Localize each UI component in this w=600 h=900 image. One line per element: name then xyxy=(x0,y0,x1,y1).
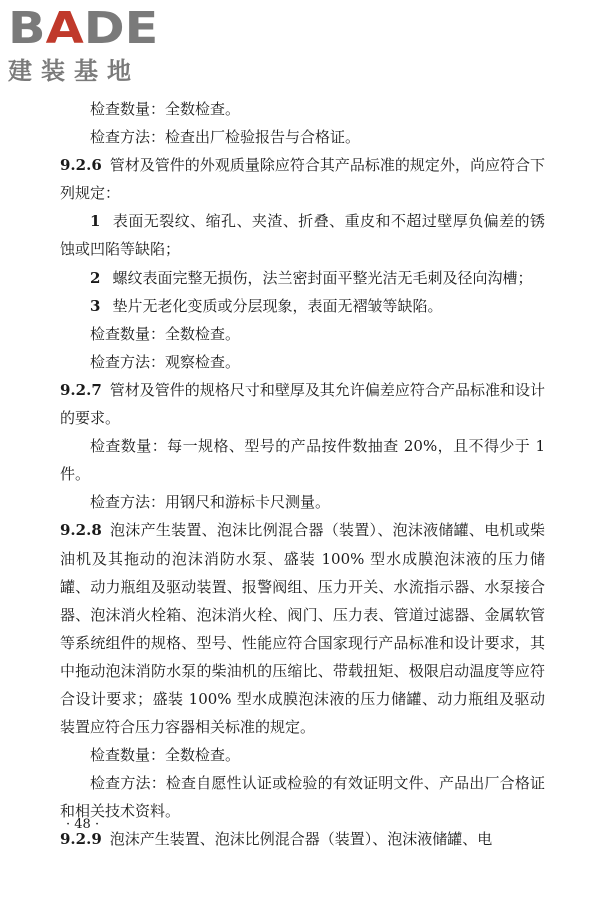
body-paragraph xyxy=(60,320,545,348)
body-paragraph xyxy=(60,348,545,376)
logo xyxy=(8,4,178,88)
paragraph-text: 螺纹表面完整无损伤，法兰密封面平整光洁无毛刺及径向沟槽； xyxy=(112,268,533,287)
paragraph-text: 检查数量：每一规格、型号的产品按件数抽查 20%，且不得少于 1 件。 xyxy=(60,437,545,484)
logo-mark xyxy=(8,4,198,54)
clause-paragraph xyxy=(60,376,545,432)
page-number: · 48 · xyxy=(66,817,100,832)
list-item-number: 2 xyxy=(90,268,101,287)
document-body xyxy=(60,95,545,854)
body-paragraph xyxy=(60,123,545,151)
logo-mark-de: DE xyxy=(83,3,159,54)
body-paragraph xyxy=(60,488,545,516)
paragraph-text: 检查数量：全数检查。 xyxy=(90,324,241,343)
paragraph-text: 垫片无老化变质或分层现象，表面无褶皱等缺陷。 xyxy=(112,296,443,315)
paragraph-text: 泡沫产生装置、泡沫比例混合器（装置）、泡沫液储罐、电 xyxy=(109,830,493,849)
list-item xyxy=(60,207,545,263)
list-item xyxy=(60,292,545,320)
list-item-number: 1 xyxy=(90,212,101,231)
paragraph-text: 检查方法：观察检查。 xyxy=(90,352,241,371)
list-item xyxy=(60,264,545,292)
paragraph-text: 管材及管件的规格尺寸和壁厚及其允许偏差应符合产品标准和设计的要求。 xyxy=(60,380,545,428)
body-paragraph xyxy=(60,741,545,769)
logo-subtitle: 建装基地 xyxy=(8,57,140,85)
logo-mark-a: A xyxy=(45,3,84,54)
list-item-number: 3 xyxy=(90,296,101,315)
paragraph-text: 管材及管件的外观质量除应符合其产品标准的规定外，尚应符合下列规定： xyxy=(60,156,545,203)
paragraph-text: 检查方法：用钢尺和游标卡尺测量。 xyxy=(90,493,331,512)
clause-paragraph xyxy=(60,151,545,207)
paragraph-text: 表面无裂纹、缩孔、夹渣、折叠、重皮和不超过壁厚负偏差的锈蚀或凹陷等缺陷； xyxy=(60,212,545,259)
body-paragraph xyxy=(60,95,545,123)
paragraph-text: 检查方法：检查自愿性认证或检验的有效证明文件、产品出厂合格证和相关技术资料。 xyxy=(60,774,545,821)
paragraph-text: 检查数量：全数检查。 xyxy=(90,746,241,765)
clause-number: 9.2.6 xyxy=(60,156,102,175)
clause-number: 9.2.8 xyxy=(60,521,102,540)
paragraph-text: 泡沫产生装置、泡沫比例混合器（装置）、泡沫液储罐、电机或柴油机及其拖动的泡沫消防水泵、盛装 100% 型水成膜泡沫液的压力储罐、动力瓶组及驱动装置、报警阀组、压力开关、水流指示器、水泵接合器、泡沫消火栓箱、泡沫消火栓、阀门、压力表、管道过滤器、金属软管等系统组件的规格、型号、性能应符合国家现行产品标准和设计要求，其中拖动泡沫消防水泵的柴油机的压缩比、带载扭矩、极限启动温度等应符合设计要求；盛装 100% 型水成膜泡沫液的压力储罐、动力瓶组及驱动装置应符合压力容器相关标准的规定。 xyxy=(60,521,545,737)
body-paragraph xyxy=(60,432,545,488)
clause-number: 9.2.9 xyxy=(60,830,102,849)
clause-number: 9.2.7 xyxy=(60,380,102,399)
logo-mark-b: B xyxy=(8,3,46,54)
body-paragraph xyxy=(60,769,545,825)
paragraph-text: 检查方法：检查出厂检验报告与合格证。 xyxy=(90,128,361,147)
clause-paragraph xyxy=(60,516,545,741)
paragraph-text: 检查数量：全数检查。 xyxy=(90,100,241,118)
clause-paragraph xyxy=(60,825,545,853)
